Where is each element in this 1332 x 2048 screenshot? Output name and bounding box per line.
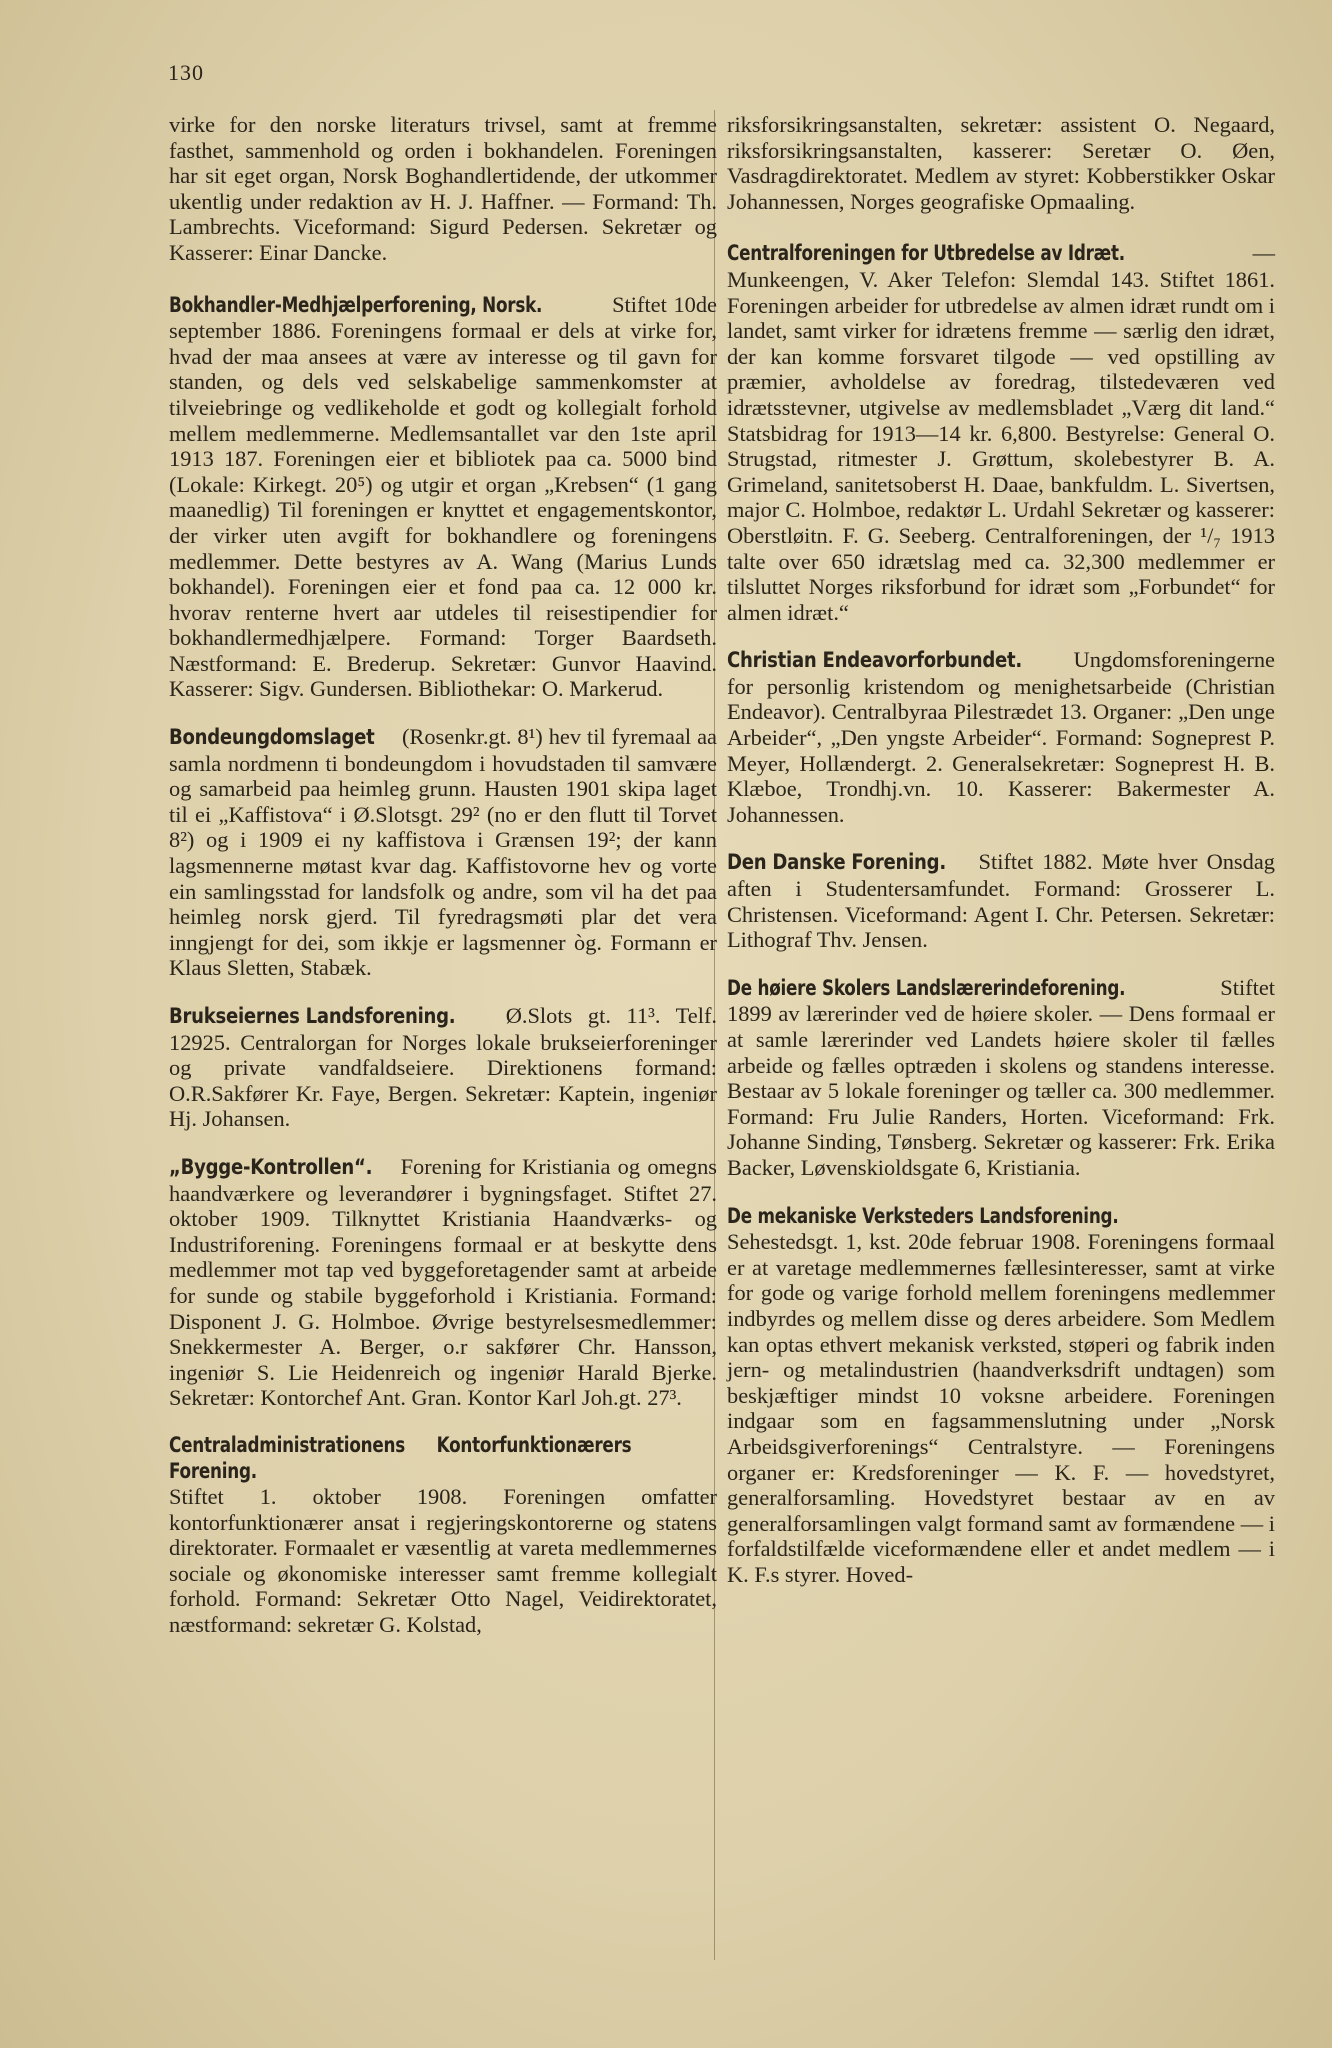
entry-bygge-kontrollen — [169, 1154, 717, 1411]
entry-continuation — [169, 112, 717, 266]
entry-heading: De mekaniske Verksteders Landsforening. — [727, 1203, 1119, 1228]
page-number: 130 — [168, 60, 204, 85]
left-column — [169, 112, 717, 1660]
entry-christian-endeavorforbundet — [727, 647, 1275, 827]
entry-mekaniske-verksteders-landsforening — [727, 1203, 1275, 1588]
entry-hoiere-skolers-landslaererindeforening — [727, 975, 1275, 1181]
entry-heading: Bokhandler-Medhjælperforening, Norsk. — [169, 292, 543, 317]
entry-heading: Den Danske Forening. — [727, 850, 946, 875]
entry-text: Stiftet 1882. Møte hver Onsdag aften i Studentersamfundet. Formand: Grosserer L. Christensen. Viceformand: Agent I. Chr. Petersen. Sekretær: Lithograf Thv. Jensen. — [727, 849, 1275, 953]
entry-text: virke for den norske literaturs trivsel, samt at fremme fasthet, sammenhold og orden i bokhandelen. Foreningen har sit eget organ, Norsk Boghandlertidende, der utkommer ukentlig under redaktion av H. J. Haffner. — Formand: Th. Lambrechts. Viceformand: Sigurd Pedersen. Sekretær og Kasserer: Einar Dancke. — [169, 112, 717, 265]
entry-heading: Christian Endeavorforbundet. — [727, 648, 1023, 673]
entry-heading: Brukseiernes Landsforening. — [169, 1004, 456, 1028]
entry-centraladministrationens-kontorfunktionaerers-forening — [169, 1433, 717, 1638]
entry-heading: Centralforeningen for Utbredelse av Idræt. — [727, 241, 1125, 266]
right-column — [727, 112, 1275, 1609]
entry-heading: „Bygge-Kontrollen“. — [169, 1154, 373, 1179]
entry-centralforeningen-idraet — [727, 240, 1275, 625]
entry-text: (Rosenkr.gt. 8¹) hev til fyremaal aa samla nordmenn ti bondeungdom i hovudstaden til samvære og samarbeid paa heimleg grunn. Hausten 1901 skipa laget til ei „Kaffistova“ i Ø.Slotsgt. 29² (no er den flutt til Torvet 8²) og i 1909 ei ny kaffistova i Grænsen 19²; der kann lagsmennerne møtast kvar dag. Kaffistovorne hev og vorte ein samlingsstad for landsfolk og andre, som vil ha det paa heimleg norsk gjerd. Til fyredragsmøti plar det vera inngjengt for dei, som ikkje er lagsmenner òg. Formann er Klaus Sletten, Stabæk. — [169, 724, 717, 981]
entry-text: Stiftet 10de september 1886. Foreningens formaal er dels at virke for, hvad der maa ansees at være av interesse og til gavn for standen, og dels ved selskabelige sammenkomster at tilveiebringe og vedlikeholde et godt og kollegialt forhold mellem medlemmerne. Medlemsantallet var den 1ste april 1913 187. Foreningen eier et bibliotek paa ca. 5000 bind (Lokale: Kirkegt. 20⁵) og utgir et organ „Krebsen“ (1 gang maanedlig) Til foreningen er knyttet et engagementskontor, der virker uten avgift for bokhandlere og foreningens medlemmer. Dette bestyres av A. Wang (Marius Lunds bokhandel). Foreningen eier et fond paa ca. 12 000 kr. hvorav renterne hvert aar utdeles til reisestipendier for bokhandlermedhjælpere. Formand: Torger Baardseth. Næstformand: E. Brederup. Sekretær: Gunvor Haavind. Kasserer: Sigv. Gundersen. Bibliothekar: O. Markerud. — [169, 291, 717, 702]
entry-heading: Bondeungdomslaget — [169, 725, 375, 750]
entry-text: Ungdomsforeningerne for personlig kristendom og menighetsarbeide (Christian Endeavor). Centralbyraa Pilestrædet 13. Organer: „Den unge Arbeider“, „Den yngste Arbeider“. Formand: Sogneprest P. Meyer, Hollændergt. 2. Generalsekretær: Sogneprest H. B. Klæboe, Trondhj.vn. 10. Kasserer: Bakermester A. Johannessen. — [727, 647, 1275, 827]
entry-text: Stiftet 1. oktober 1908. Foreningen omfatter kontorfunktionærer ansat i regjeringskontorerne og statens direktorater. Formaalet er væsentlig at vareta medlemmernes sociale og økonomiske interesser samt fremme kollegialt forhold. Formand: Sekretær Otto Nagel, Veidirektoratet, næstformand: sekretær G. Kolstad, — [169, 1484, 717, 1638]
entry-heading: Centraladministrationens Kontorfunktionærers Forening. — [169, 1432, 632, 1483]
entry-den-danske-forening — [727, 849, 1275, 952]
entry-text: — Munkeengen, V. Aker Telefon: Slemdal 143. Stiftet 1861. Foreningen arbeider for utbredelse av almen idræt rundt om i landet, samt virker for idrætens fremme — særlig den idræt, der kan komme forsvaret tilgode — ved opstilling av præmier, avholdelse av foredrag, tilstedeværen ved idrætsstevner, utgivelse av medlemsbladet „Værg dit land.“ Statsbidrag for 1913—14 kr. 6,800. Bestyrelse: General O. Strugstad, ritmester J. Grøttum, skolebestyrer B. A. Grimeland, sanitetsoberst H. Daae, bankfuldm. L. Sivertsen, major C. Holmboe, redaktør L. Urdahl Sekretær og kasserer: Oberstløitn. F. G. Seeberg. Centralforeningen, der ¹/₇ 1913 talte over 650 idrætslag med ca. 32,300 medlemmer er tilsluttet Norges riksforbund for idræt som „Forbundet“ for almen idræt.“ — [727, 240, 1275, 625]
entry-text: Ø.Slots gt. 11³. Telf. 12925. Centralorgan for Norges lokale brukseierforeninger og private vandfaldseiere. Direktionens formand: O.R.Sakfører Kr. Faye, Bergen. Sekretær: Kaptein, ingeniør Hj. Johansen. — [169, 1003, 717, 1132]
entry-brukseiernes-landsforening — [169, 1003, 717, 1132]
entry-continuation — [727, 112, 1275, 214]
entry-text: Forening for Kristiania og omegns haandværkere og leverandører i bygningsfaget. Stiftet 27. oktober 1909. Tilknyttet Kristiania Haandværks- og Industriforening. Foreningens formaal er at beskytte dens medlemmer mot tap ved byggeforetagender samt at arbeide for sunde og stabile byggeforhold i Kristiania. Formand: Disponent J. G. Holmboe. Øvrige bestyrelsesmedlemmer: Snekkermester A. Berger, o.r sakfører Chr. Hansson, ingeniør S. Lie Heidenreich og ingeniør Harald Bjerke. Sekretær: Kontorchef Ant. Gran. Kontor Karl Joh.gt. 27³. — [169, 1153, 717, 1411]
entry-heading: De høiere Skolers Landslærerindeforening. — [727, 975, 1126, 1000]
entry-text: riksforsikringsanstalten, sekretær: assistent O. Negaard, riksforsikringsanstalten, kasserer: Seretær O. Øen, Vasdragdirektoratet. Medlem av styret: Kobberstikker Oskar Johannessen, Norges geografiske Opmaaling. — [727, 112, 1275, 214]
entry-text: Stiftet 1899 av lærerinder ved de høiere skoler. — Dens formaal er at samle lærerinder ved Landets høiere skoler til fælles arbeide og fælles optræden i skolens og standens interesse. Bestaar av 5 lokale foreninger og tæller ca. 300 medlemmer. Formand: Fru Julie Randers, Horten. Viceformand: Frk. Johanne Sinding, Tønsberg. Sekretær og kasserer: Frk. Erika Backer, Løvenskioldsgate 6, Kristiania. — [727, 974, 1275, 1180]
entry-text: Sehestedsgt. 1, kst. 20de februar 1908. Foreningens formaal er at varetage medlemmernes fællesinteresser, samt at virke for gode og varige forhold mellem foreningens medlemmer indbyrdes og mellem disse og deres arbeidere. Som Medlem kan optas ethvert mekanisk verksted, støperi og fabrik inden jern- og metalindustrien (haandverksdrift undtagen) som beskjæftiger mindst 10 voksne arbeidere. Foreningen indgaar som en fagsammenslutning under „Norsk Arbeidsgiverforenings“ Centralstyre. — Foreningens organer er: Kredsforeninger — K. F. — hovedstyret, generalforsamling. Hovedstyret bestaar av en av generalforsamlingen valgt formand samt av formændene — i forfaldstilfælde viceformændene eller et andet medlem — i K. F.s styrer. Hoved- — [727, 1229, 1275, 1587]
entry-bokhandler-medhjaelperforening — [169, 292, 717, 703]
entry-bondeungdomslaget — [169, 724, 717, 981]
